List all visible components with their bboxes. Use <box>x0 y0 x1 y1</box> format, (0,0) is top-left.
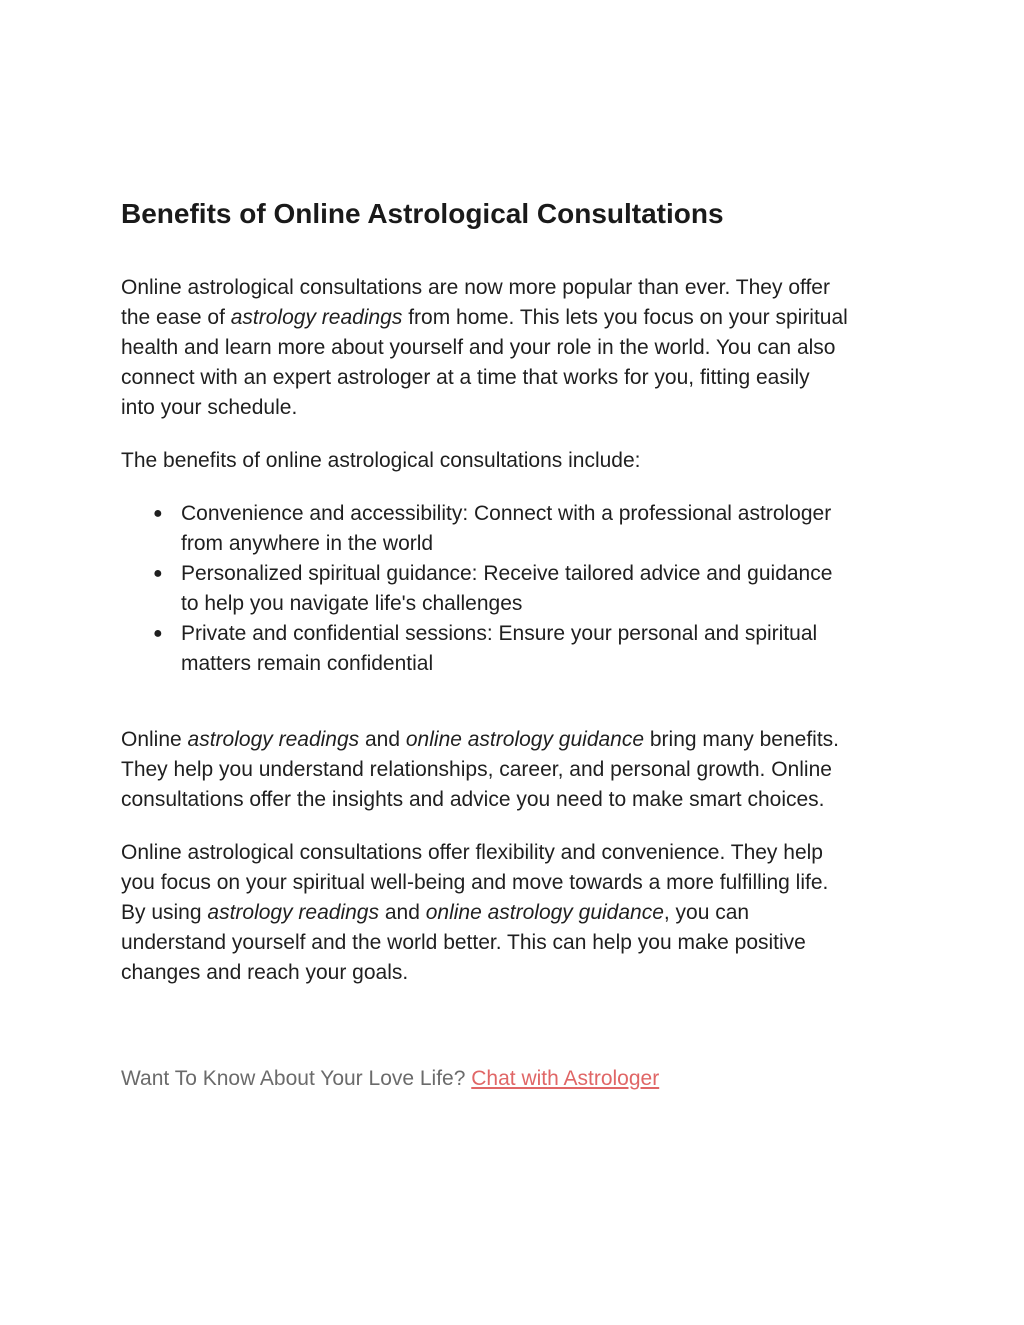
intro-line-3: health and learn more about yourself and your role in the world. You can also <box>121 336 836 359</box>
benefits-lead: The benefits of online astrological consultations include: <box>121 449 641 472</box>
list-item-line: matters remain confidential <box>181 652 434 675</box>
list-item <box>121 619 832 679</box>
para3-line-1: Online astrological consultations offer flexibility and convenience. They help <box>121 841 823 864</box>
list-item <box>121 499 832 559</box>
emphasis-astrology-readings: astrology readings <box>207 901 379 924</box>
list-item-line: to help you navigate life's challenges <box>181 592 523 615</box>
flexibility-paragraph <box>121 838 828 988</box>
para3-line-3: By using astrology readings and online astrology guidance, you can <box>121 901 750 924</box>
emphasis-online-astrology-guidance: online astrology guidance <box>425 901 664 924</box>
chat-with-astrologer-link[interactable]: Chat with Astrologer <box>471 1067 660 1090</box>
intro-line-4: connect with an expert astrologer at a time that works for you, fitting easily <box>121 366 810 389</box>
emphasis-online-astrology-guidance: online astrology guidance <box>405 728 645 751</box>
intro-line-5: into your schedule. <box>121 396 298 419</box>
para3-line-2: you focus on your spiritual well-being and move towards a more fulfilling life. <box>121 871 829 894</box>
list-item-line: from anywhere in the world <box>181 532 434 555</box>
bullet-icon: ● <box>153 505 163 522</box>
bullet-icon: ● <box>153 625 163 642</box>
para2-line-1: Online astrology readings and online astrology guidance bring many benefits. <box>121 728 839 751</box>
list-item-line: Personalized spiritual guidance: Receive tailored advice and guidance <box>181 562 833 585</box>
emphasis-astrology-readings: astrology readings <box>230 306 403 329</box>
benefits-list <box>121 499 832 679</box>
intro-paragraph <box>121 273 848 423</box>
cta-question: Want To Know About Your Love Life? <box>121 1067 472 1090</box>
benefits-paragraph <box>121 725 839 815</box>
intro-line-1: Online astrological consultations are now more popular than ever. They offer <box>121 276 830 299</box>
list-item-line: Convenience and accessibility: Connect with a professional astrologer <box>181 502 832 525</box>
para2-line-3: consultations offer the insights and advice you need to make smart choices. <box>121 788 825 811</box>
emphasis-astrology-readings: astrology readings <box>187 728 360 751</box>
list-item-line: Private and confidential sessions: Ensure your personal and spiritual <box>181 622 818 645</box>
intro-line-2: the ease of astrology readings from home. This lets you focus on your spiritual <box>121 306 848 329</box>
list-item <box>121 559 832 619</box>
page-title: Benefits of Online Astrological Consultations <box>121 198 724 229</box>
para2-line-2: They help you understand relationships, career, and personal growth. Online <box>121 758 832 781</box>
para3-line-4: understand yourself and the world better. This can help you make positive <box>121 931 806 954</box>
love-life-cta <box>121 1064 659 1094</box>
para3-line-5: changes and reach your goals. <box>121 961 409 984</box>
bullet-icon: ● <box>153 565 163 582</box>
